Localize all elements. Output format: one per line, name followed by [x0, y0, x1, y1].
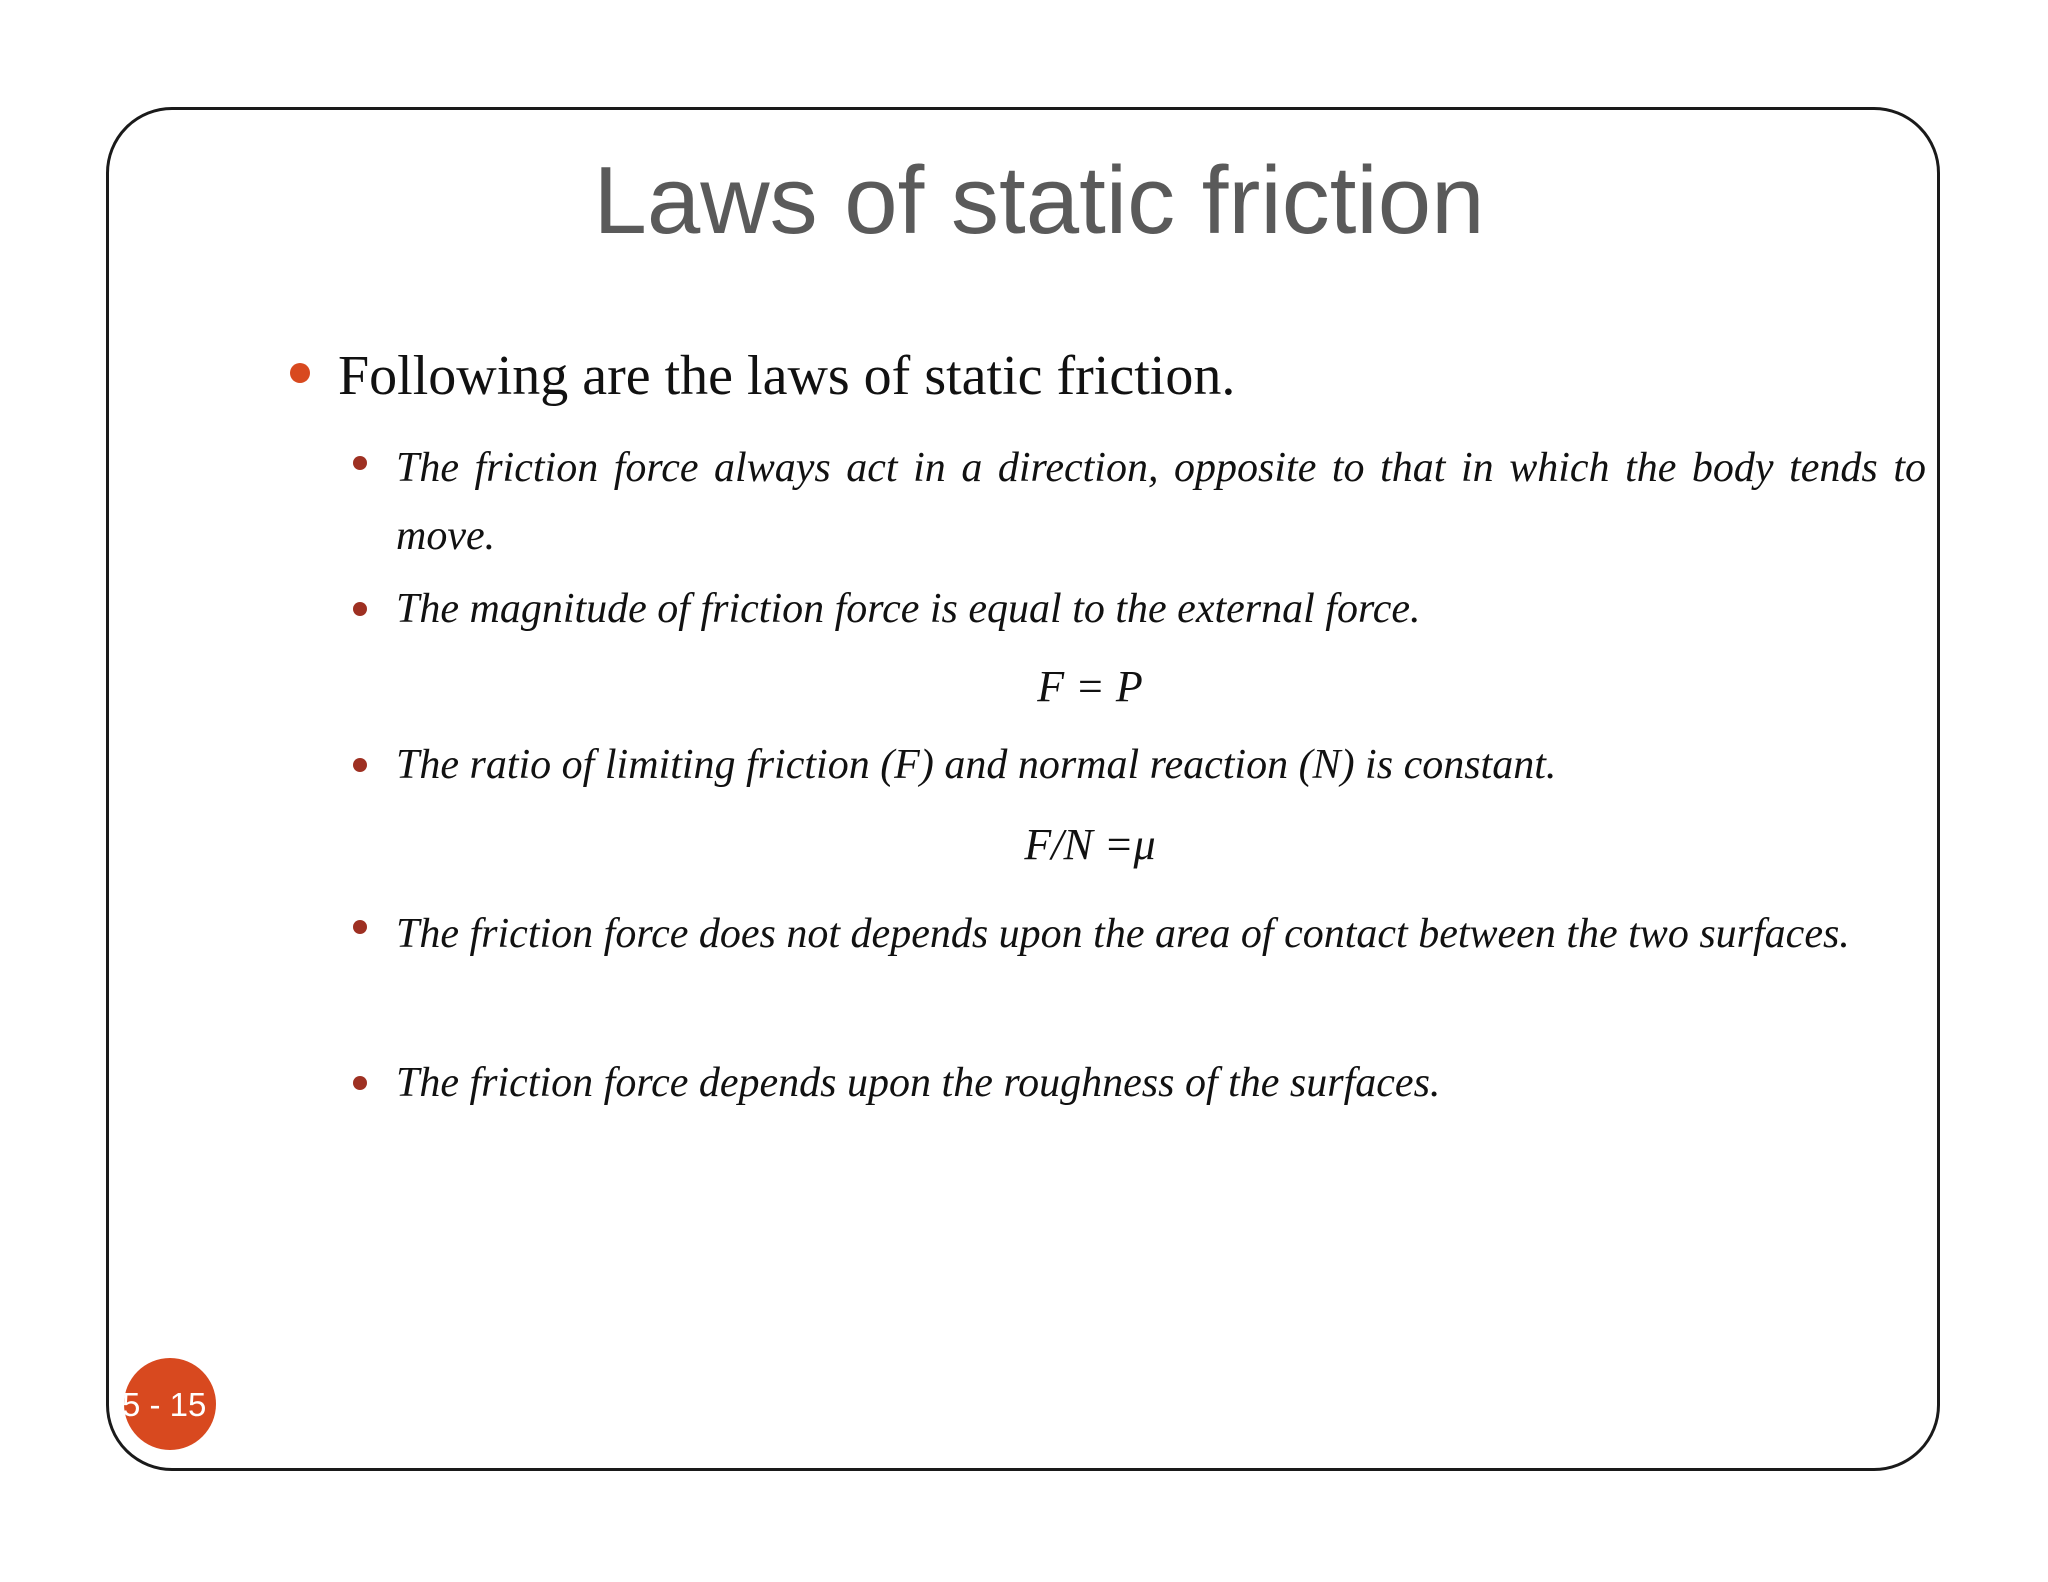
- bullet-icon: [290, 363, 310, 383]
- sub-bullet-icon: [353, 1076, 367, 1090]
- slide-number-text: 5 - 15: [122, 1386, 207, 1423]
- slide-title: Laws of static friction: [593, 147, 1485, 254]
- law-1: The friction force always act in a direction, opposite to that in which the body tends to move.: [396, 445, 1926, 559]
- sub-bullet-icon: [353, 758, 367, 772]
- formula-f-over-n: F/N =μ: [1024, 820, 1156, 869]
- intro-text: Following are the laws of static friction.: [338, 345, 1236, 407]
- law-5: The friction force depends upon the roughness of the surfaces.: [396, 1060, 1441, 1106]
- law-4: The friction force does not depends upon the area of contact between the two surfaces.: [396, 911, 1850, 957]
- formula-f-equals-p: F = P: [1037, 662, 1143, 711]
- slide-frame: [106, 107, 1940, 1471]
- sub-bullet-icon: [353, 602, 367, 616]
- law-3: The ratio of limiting friction (F) and normal reaction (N) is constant.: [396, 742, 1557, 788]
- sub-bullet-icon: [353, 920, 367, 934]
- sub-bullet-icon: [353, 456, 367, 470]
- law-2: The magnitude of friction force is equal to the external force.: [396, 586, 1421, 632]
